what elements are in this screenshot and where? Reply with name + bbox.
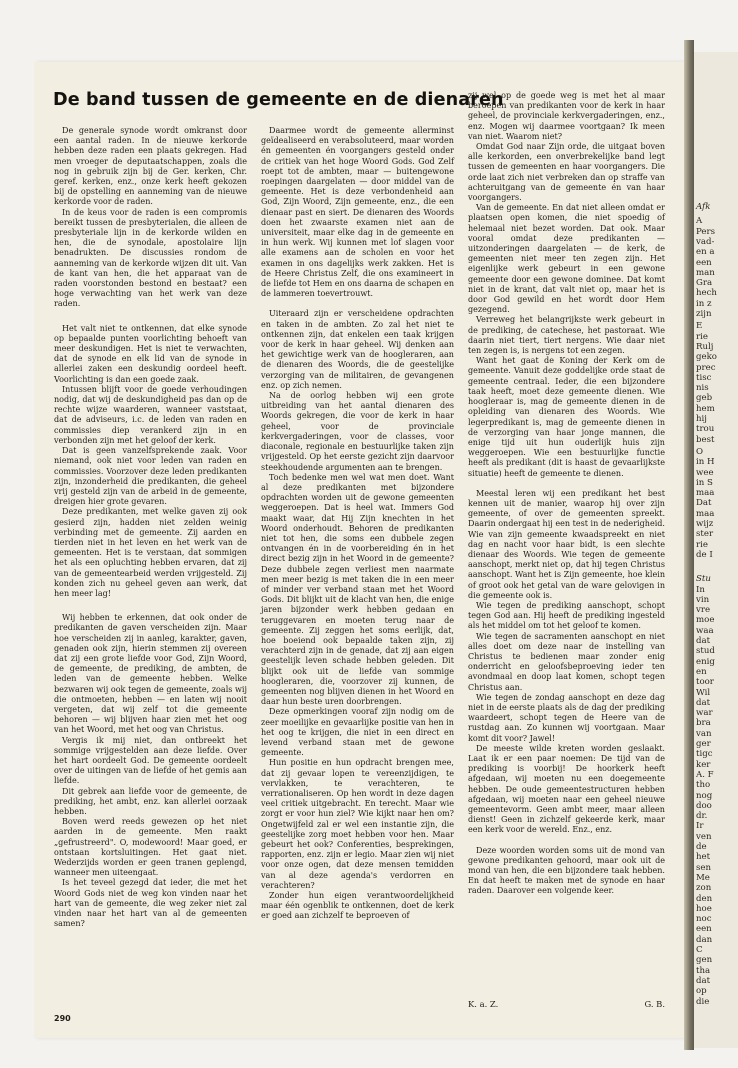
adjacent-page-fragment: van	[696, 728, 712, 739]
adjacent-page-fragment: C	[696, 945, 703, 955]
adjacent-page-fragment: trou	[696, 424, 715, 435]
paragraph: Is het teveel gezegd dat ieder, die met het Woord Gods niet de weg kon vinden naar het hart van de gemeente, die weg zeker niet zal vinden naar het hart van al de gemeenten samen?	[54, 878, 247, 929]
adjacent-page-fragment: tho	[696, 780, 711, 791]
paragraph: Wie tegen de prediking aanschopt, schopt tegen God aan. Hij heeft de prediking ingesteld als het middel om tot het geloof te komen.	[468, 600, 665, 631]
paragraph: Meestal leren wij een predikant het best kennen uit de manier, waarop hij over zijn gemeente, of over de gemeenten spreekt. Daarin ondergaat hij een test in de nederigheid. Wie van zijn gemeente kwaadspreekt en niet dag en nacht voor haar bidt, is een slechte dienaar des Woords. Wie tegen de gemeente aanschopt, merkt niet op, dat hij tegen Christus aanschopt. Want het is Zijn gemeente, hoe klein of groot ook het getal van de ware gelovigen in die gemeente ook is.	[468, 488, 665, 600]
adjacent-page-fragment: tha	[696, 965, 711, 976]
adjacent-page-fragment: Gra	[696, 278, 713, 289]
adjacent-page-fragment: hoe	[696, 903, 712, 914]
author-signature: K. a. Z.	[468, 999, 499, 1009]
adjacent-page-fragment: dat	[696, 636, 711, 646]
adjacent-page-fragment: ster	[696, 529, 714, 540]
paragraph: zij wel op de goede weg is met het al maar beroepen van predikanten voor de kerk in haar geheel, de provinciale kerkvergaderingen, enz., enz. Mogen wij daarmee voortgaan? Ik meen van niet. Waarom niet?	[468, 91, 665, 141]
paragraph: Zonder hun eigen verantwoordelijkheid maar één ogenblik te ontkennen, doet de kerk er goed aan zichzelf te beproeven of	[261, 891, 454, 921]
adjacent-page-fragment: vre	[696, 605, 711, 616]
adjacent-page-fragment: in H	[696, 457, 715, 468]
adjacent-page-fragment: het	[696, 852, 711, 863]
adjacent-page-fragment: doo	[696, 800, 712, 811]
adjacent-page-fragment: en	[696, 666, 707, 677]
adjacent-page-fragment: gen	[696, 955, 713, 966]
adjacent-page-fragment: in S	[696, 477, 713, 488]
adjacent-page-fragment: ven	[696, 831, 712, 842]
adjacent-page-fragment: waa	[696, 625, 714, 636]
adjacent-page-fragment: maa	[696, 488, 715, 499]
adjacent-page-fragment: hem	[696, 403, 715, 414]
text-column-1	[54, 126, 247, 929]
adjacent-page-fragment: Wil	[696, 687, 711, 698]
adjacent-page-fragment: dr.	[696, 811, 708, 822]
paragraph: Toch bedenke men wel wat men doet. Want al deze predikanten met bijzondere opdrachten worden uit de gewone gemeenten weggeroepen. Dat is heel wat. Immers God maakt waar, dat Hij Zijn knechten in het Woord onderhoudt. Behoren de predikanten niet tot hen, die soms een dubbele zegen ontvangen én in de voorbereiding én in het direct bezig zijn in het Woord in de gemeente? Deze dubbele zegen verliest men naarmate men meer bezig is met taken die in een meer of minder ver verband staan met het Woord Gods. Dit blijkt uit de klacht van hen, die enige jaren bijzonder werk hebben gedaan en teruggevaren en moeten terug naar de gemeente. Zij zeggen het soms eerlijk, dat, hoe boeiend ook bepaalde taken zijn, zij verachterd zijn in de genade, dat zij aan eigen geestelijk leven schade hebben geleden. Dit blijkt ook uit de liefde van sommige hoogleraren, die, voorzover zij kunnen, de gemeenten nog blijven dienen in het Woord en daar hun beste uren doorbrengen.	[261, 472, 454, 707]
paragraph: Boven werd reeds gewezen op het niet aarden in de gemeente. Men raakt „gefrustreerd". O, modewoord! Maar goed, er ontstaan kortsluitingen. Het gaat niet. Wederzijds worden er geen tranen geplengd, wanneer men uiteengaat.	[54, 817, 247, 878]
adjacent-page-fragment: nis	[696, 383, 709, 394]
adjacent-page-fragment: E	[696, 321, 703, 332]
adjacent-page-fragment: maa	[696, 508, 715, 519]
paragraph: Dit gebrek aan liefde voor de gemeente, de prediking, het ambt, enz. kan allerlei oorzaak hebben.	[54, 786, 247, 816]
adjacent-page-fragment: A	[696, 216, 703, 227]
adjacent-page-fragment: nog	[696, 790, 713, 801]
paragraph: De generale synode wordt omkranst door een aantal raden. In de nieuwe kerkorde hebben deze raden een plaats gekregen. Had men vroeger de deputaatschappen, zoals die nog in gebruik zijn bij de Ger. kerken, Chr. geref. kerken, enz., onze kerk heeft gekozen bij de opstelling en aanneming van de nieuwe kerkorde voor de raden.	[54, 126, 247, 207]
adjacent-page-fragment: de I	[696, 549, 713, 560]
signature-row	[468, 999, 665, 1009]
adjacent-page-fragment: wijz	[696, 519, 714, 529]
paragraph: Daarmee wordt de gemeente allerminst geïdealiseerd en verabsoluteerd, maar worden én gemeenten én voorgangers gesteld onder de critiek van het hoge Woord Gods. God Zelf roept tot de ambten, maar — buitengewone roepingen daargelaten — door middel van de gemeente. Het is deze verbondenheid aan God, Zijn Woord, Zijn gemeente, enz., die een dienaar past en siert. De dienaren des Woords doen het zwaarste examen niet aan de universiteit, maar elke dag in de gemeente en in hun werk. Wij kunnen met lof slagen voor alle examens aan de scholen en voor het examen in ons dagelijks werk zakken. Het is de Heere Christus Zelf, die ons examineert in de liefde tot Hem en ons daarna de schapen en de lammeren toevertrouwt.	[261, 126, 454, 299]
paragraph: Vergis ik mij niet, dan ontbreekt het sommige vrijgestelden aan deze liefde. Over het hart oordeelt God. De gemeente oordeelt over de uitingen van de liefde of het gemis aan liefde.	[54, 735, 247, 786]
adjacent-page-fragment: O	[696, 446, 704, 457]
adjacent-page-fragment: war	[696, 708, 713, 719]
adjacent-page-fragment: de	[696, 842, 707, 852]
adjacent-page-fragment: sen	[696, 862, 712, 873]
adjacent-page-fragment: ker	[696, 759, 711, 770]
paragraph: Deze opmerkingen vooraf zijn nodig om de zeer moeilijke en gevaarlijke positie van hen in het oog te krijgen, die niet in een direct en levend verband staan met de gewone gemeente.	[261, 707, 454, 758]
paragraph: De meeste wilde kreten worden geslaakt. Laat ik er een paar noemen: De tijd van de prediking is voorbij! De hoorkerk heeft afgedaan, wij moeten nu een doegemeente hebben. De oude gemeentestructuren hebben afgedaan, wij moeten naar een geheel nieuwe gemeentevorm. Geen ambt meer, maar alleen dienst! Geen in zichzelf gekeerde kerk, maar een kerk voor de wereld. Enz., enz.	[468, 743, 665, 835]
adjacent-page-fragment: bra	[696, 718, 711, 729]
paragraph: Want het gaat de Koning der Kerk om de gemeente. Vanuit deze goddelijke orde staat de gemeente centraal. Ieder, die een bijzondere taak heeft, moet deze gemeente dienen. Wie hoogleraar is, mag de gemeente dienen in de opleiding van dienaren des Woords. Wie legerpredikant is, mag de gemeente dienen in de verzorging van haar jonge mannen, die enige tijd uit hun ouderlijk huis zijn weggeroepen. Wie een bestuurlijke functie heeft als predikant (dit is haast de gevaarlijkste situatie) heeft de gemeente te dienen.	[468, 356, 665, 478]
adjacent-page-fragment: enig	[696, 656, 715, 667]
adjacent-page-fragment: A. F	[696, 769, 714, 780]
adjacent-page-fragment: tigc	[696, 749, 713, 760]
paragraph: Na de oorlog hebben wij een grote uitbreiding van het aantal dienaren des Woords gekregen, die voor de kerk in haar geheel, voor de provinciale kerkvergaderingen, voor de classes, voor diaconale, regionale en bestuurlijke taken zijn vrijgesteld. Op het eerste gezicht zijn daarvoor steekhoudende argumenten aan te brengen.	[261, 391, 454, 472]
adjacent-page-fragment: stud	[696, 646, 715, 657]
adjacent-page-fragment: In	[696, 584, 705, 595]
adjacent-page-fragment: geko	[696, 352, 717, 363]
adjacent-page-fragment: moe	[696, 615, 715, 626]
adjacent-page-fragment: den	[696, 893, 713, 904]
paragraph: Wie tegen de zondag aanschopt en deze dag niet in de eerste plaats als de dag der prediking waardeert, schopt tegen de Heere van de rustdag aan. Zo kunnen wij voortgaan. Maar komt dit voor? Jawel!	[468, 692, 665, 743]
adjacent-page-fragment: Pers	[696, 226, 715, 237]
adjacent-page-fragment: toor	[696, 677, 714, 688]
magazine-page	[34, 62, 684, 1038]
adjacent-page-fragment: Dat	[696, 498, 712, 509]
adjacent-page-edge	[694, 52, 738, 1048]
article-title: De band tussen de gemeente en de dienaren	[53, 90, 504, 110]
adjacent-page-fragment: dat	[696, 975, 711, 986]
paragraph: In de keus voor de raden is een compromis bereikt tussen de presbyterialen, die alleen de presbyteriale lijn in de kerkorde wilden en hen, die de synodale, apostolaire lijn benadrukten. De discussies rondom de aanneming van de kerkorde wijzen dit uit. Van de kant van hen, die het apparaat van de raden voorstonden bestond en bestaat? een hoge verwachting van het werk van deze raden.	[54, 207, 247, 309]
adjacent-page-fragment: noc	[696, 914, 712, 925]
paragraph: Wij hebben te erkennen, dat ook onder de predikanten de gaven verscheiden zijn. Maar hoe verscheiden zij in aanleg, karakter, gaven, genaden ook zijn, hierin stemmen zij overeen dat zij een grote liefde voor God, Zijn Woord, de gemeente, de prediking, de ambten, de leden van de gemeente hebben. Welke bezwaren wij ook tegen de gemeente, zoals wij die ontmoeten, hebben — en laten wij nooit vergeten, dat wij zelf tot die gemeente behoren — wij blijven haar zien met het oog van het Woord, met het oog van Christus.	[54, 613, 247, 735]
page-number: 290	[54, 1014, 71, 1023]
adjacent-page-fragment: geb	[696, 393, 713, 404]
adjacent-page-fragment: dan	[696, 934, 713, 945]
paragraph: Wie tegen de sacramenten aanschopt en niet alles doet om deze naar de instelling van Christus te bedienen maar zonder enig onderricht en geloofsbeproeving ieder ten avondmaal en doop laat komen, schopt tegen Christus aan.	[468, 631, 665, 692]
adjacent-page-fragment: rie	[696, 539, 708, 550]
adjacent-page-fragment: wee	[696, 467, 714, 478]
paragraph: Van de gemeente. En dat niet alleen omdat er plaatsen open komen, die niet spoedig of helemaal niet bezet worden. Dat ook. Maar vooral omdat deze predikanten — uitzonderingen daargelaten — de kerk, de gemeenten niet meer ten zegen zijn. Het eigenlijke werk gebeurt in een gewone gemeente door een gewone dominee. Dat komt niet in de krant, dat valt niet op, maar het is door God gewild en het wordt door Hem gezegend.	[468, 203, 665, 315]
author-initials: G. B.	[644, 999, 665, 1009]
adjacent-page-fragment: Stu	[696, 574, 711, 585]
adjacent-page-fragment: een	[696, 257, 712, 268]
adjacent-page-fragment: die	[696, 996, 710, 1007]
adjacent-page-fragment: hij	[696, 414, 707, 424]
paragraph: Het valt niet te ontkennen, dat elke synode op bepaalde punten voorlichting behoeft van meer deskundigen. Het is niet te verwachten, dat de synode en elk lid van de synode in allerlei zaken een deskundig oordeel heeft. Voorlichting is dan een goede zaak.	[54, 323, 247, 384]
paragraph: Dat is geen vanzelfsprekende zaak. Voor niemand, ook niet voor leden van raden en commissies. Voorzover deze leden predikanten zijn, inzonderheid die predikanten, die geheel vrij gesteld zijn van de arbeid in de gemeente, dreigen hier grote gevaren.	[54, 446, 247, 507]
adjacent-page-fragment: ger	[696, 739, 711, 749]
adjacent-page-fragment: zijn	[696, 309, 712, 319]
adjacent-page-fragment: Ir	[696, 821, 704, 832]
adjacent-page-fragment: dat	[696, 697, 711, 708]
adjacent-page-fragment: zon	[696, 883, 712, 894]
paragraph: Verreweg het belangrijkste werk gebeurt in de prediking, de catechese, het pastoraat. Wie daarin niet tiert, tiert nergens. Wie daar niet ten zegen is, is nergens tot een zegen.	[468, 315, 665, 356]
paragraph: Deze predikanten, met welke gaven zij ook gesierd zijn, hadden niet zelden weinig verbinding met de gemeente. Zij aarden en tierden niet in het leven en het werk van de gemeenten. Het is te verstaan, dat sommigen het als een opluchting hebben ervaren, dat zij van de gemeentearbeid werden vrijgesteld. Zij konden zich nu geheel geven aan werk, dat hen meer lag!	[54, 507, 247, 598]
adjacent-page-fragment: Me	[696, 872, 710, 883]
adjacent-page-fragment: een	[696, 924, 712, 935]
adjacent-page-fragment: en a	[696, 247, 715, 258]
paragraph: Hun positie en hun opdracht brengen mee, dat zij gevaar lopen te vereenzijdigen, te vervlakken, te verachteren, te verrationaliseren. Op hen wordt in deze dagen veel critiek uitgebracht. En terecht. Maar wie zorgt er voor hun ziel? Wie kijkt naar hen om? Ongetwijfeld zal er wel een instantie zijn, die geestelijke zorg moet hebben voor hen. Maar gebeurt het ook? Conferenties, besprekingen, rapporten, enz. zijn er legio. Maar zien wij niet voor onze ogen, dat deze mensen temidden van al deze agenda's verdorren en verachteren?	[261, 758, 454, 890]
adjacent-page-fragment: tisc	[696, 372, 712, 383]
paragraph: Intussen blijft voor de goede verhoudingen nodig, dat wij de deskundigheid pas dan op de rechte wijze waarderen, wanneer vaststaat, dat de adviseurs, i.c. de leden van raden en commissies diep verankerd zijn in en verbonden zijn met het geloof der kerk.	[54, 384, 247, 445]
text-column-3	[468, 91, 665, 897]
paragraph: Omdat God naar Zijn orde, die uitgaat boven alle kerkorden, een onverbrekelijke band legt tussen de gemeenten en haar voorgangers. Die orde laat zich niet verbreken dan op straffe van achteruitgang van de gemeente én van haar voorgangers.	[468, 142, 665, 203]
adjacent-page-fragment: Afk	[696, 202, 711, 212]
adjacent-page-fragment: vin	[696, 594, 710, 605]
adjacent-page-fragment: best	[696, 434, 715, 445]
adjacent-page-fragment: in z	[696, 298, 712, 309]
text-column-2	[261, 126, 454, 922]
adjacent-page-fragment: rie	[696, 331, 708, 342]
adjacent-page-fragment: hech	[696, 288, 717, 299]
paragraph: Deze woorden worden soms uit de mond van gewone predikanten gehoord, maar ook uit de mond van hen, die een bijzondere taak hebben. En dat heeft te maken met de synode en haar raden. Daarover een volgende keer.	[468, 845, 665, 896]
book-gutter	[684, 40, 694, 1050]
adjacent-page-fragment: Rulj	[696, 341, 714, 352]
adjacent-page-fragment: op	[696, 986, 707, 997]
paragraph: Uiteraard zijn er verscheidene opdrachten en taken in de ambten. Zo zal het niet te ontkennen zijn, dat enkelen een taak krijgen voor de kerk in haar geheel. Wij denken aan het gewichtige werk van de hoogleraren, aan de dienaren des Woords, die de geestelijke verzorging van de militairen, de gevangenen enz. op zich nemen.	[261, 309, 454, 390]
adjacent-page-fragment: prec	[696, 362, 716, 373]
adjacent-page-fragment: vad-	[696, 236, 715, 247]
adjacent-page-fragment: man	[696, 267, 715, 278]
